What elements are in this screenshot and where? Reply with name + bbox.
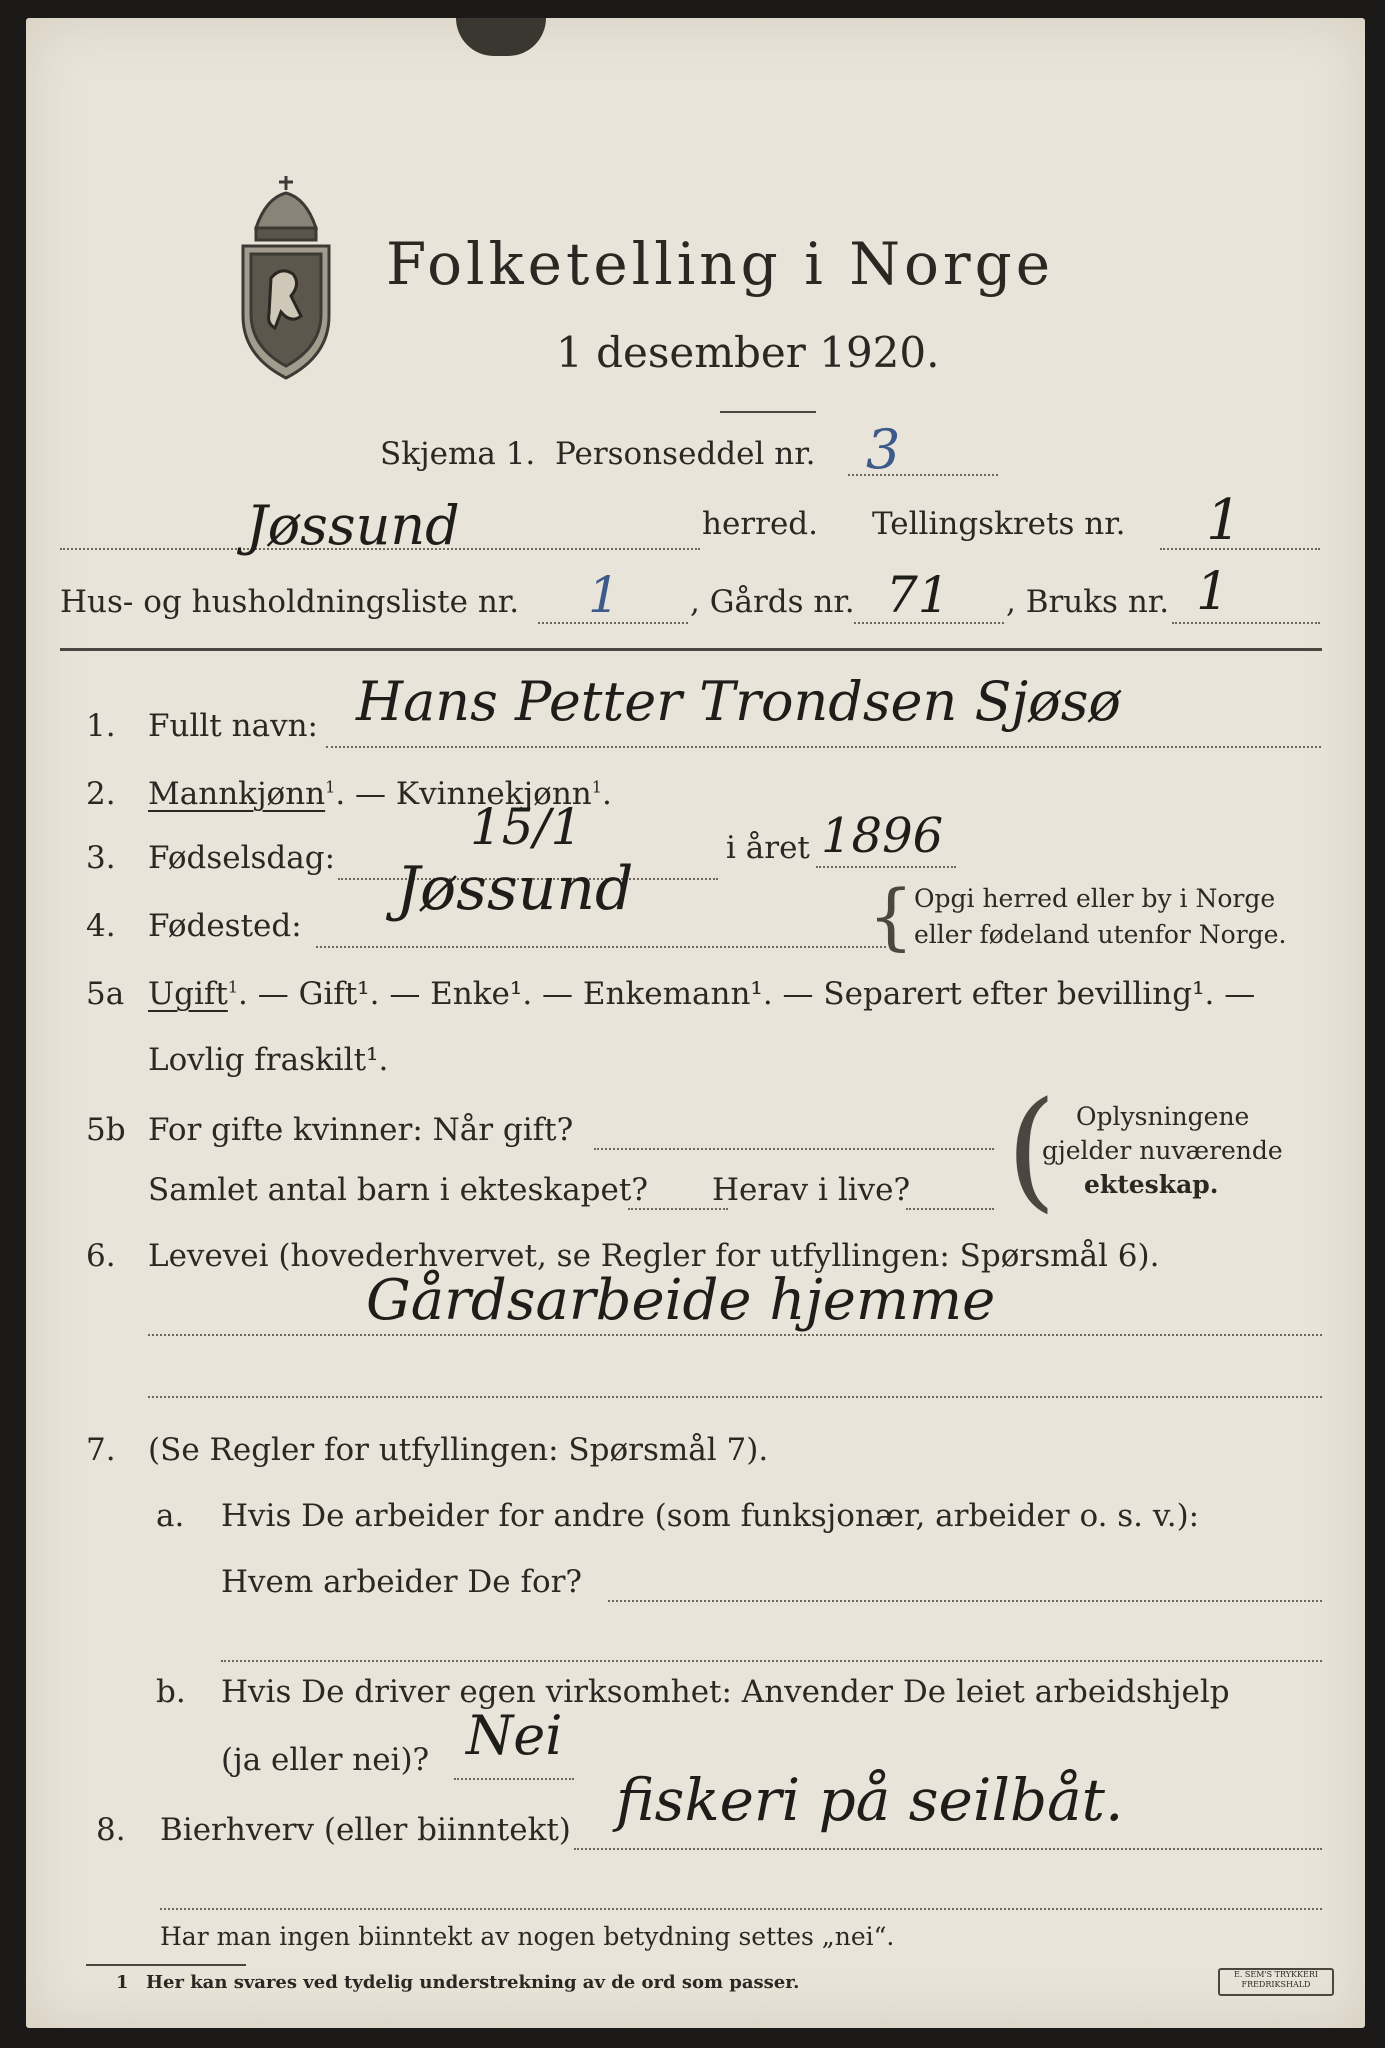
q7b-line [454,1778,574,1780]
q5b-label1: For gifte kvinner: Når gift? [148,1112,574,1148]
herred-value: Jøssund [246,494,460,557]
q7a-letter: a. [156,1498,185,1534]
form-subtitle: 1 desember 1920. [556,328,940,377]
q6-line1 [148,1334,1322,1336]
skjema-label: Skjema 1. Personseddel nr. [380,436,816,472]
printer-stamp: E. SEM'S TRYKKERI FREDRIKSHALD [1218,1968,1334,1996]
binding-tab [456,18,546,56]
husliste-label: Hus- og husholdningsliste nr. [60,584,520,620]
option-ugift: Ugift [148,976,228,1012]
q3-year-value: 1896 [821,808,944,864]
q4-number: 4. [86,908,116,944]
q6-line2 [148,1396,1322,1398]
footnote-text: Her kan svares ved tydelig understrekning av de ord som passer. [146,1972,800,1993]
q5b-alive-line [906,1208,994,1210]
herred-label: herred. [702,506,818,542]
q7a-line2 [221,1660,1322,1662]
q7a-label: Hvis De arbeider for andre (som funksjonær, arbeider o. s. v.): [221,1498,1200,1534]
q4-brace: { [868,874,914,958]
biinntekt-note: Har man ingen biinntekt av nogen betydning settes „nei“. [160,1922,895,1951]
tellingskrets-value: 1 [1206,488,1242,553]
q5b-note-line3: ekteskap. [1084,1170,1219,1199]
q6-number: 6. [86,1238,116,1274]
q5a-options: Ugift$^1$. — Gift¹. — Enke¹. — Enkemann¹. — Separert efter bevilling¹. — [148,976,1256,1012]
bruks-line [1172,622,1320,624]
q6-label: Levevei (hovederhvervet, se Regler for utfyllingen: Spørsmål 6). [148,1238,1160,1274]
q4-note-line1: Opgi herred eller by i Norge [914,884,1276,913]
q1-label: Fullt navn: [148,708,318,744]
q5b-number: 5b [86,1112,126,1148]
q7a-question: Hvem arbeider De for? [221,1564,583,1600]
q7b-value: Nei [466,1704,563,1767]
q5b-note-line2: gjelder nuværende [1042,1136,1283,1165]
q8-line2 [160,1908,1322,1910]
tellingskrets-label: Tellingskrets nr. [872,506,1126,542]
bruks-value: 1 [1196,562,1230,622]
q2-options: Mannkjønn$^1$. — Kvinnekjønn$^1$. [148,776,612,812]
personseddel-value: 3 [866,418,901,481]
q7-number: 7. [86,1432,116,1468]
q8-label: Bierhverv (eller biinntekt) [160,1812,571,1848]
gards-value: 71 [886,566,950,624]
option-mannkjonn: Mannkjønn [148,776,326,812]
q5b-label2: Samlet antal barn i ekteskapet? [148,1172,648,1208]
q1-line [326,746,1321,748]
divider [720,411,816,413]
q3-number: 3. [86,840,116,876]
q3-label: Fødselsdag: [148,840,336,876]
q4-label: Fødested: [148,908,302,944]
q5b-label3: Herav i live? [712,1172,911,1208]
q4-note-line2: eller fødeland utenfor Norge. [914,920,1287,949]
q5b-brace: ( [1006,1073,1057,1225]
q7b-letter: b. [156,1674,186,1710]
gards-label: , Gårds nr. [690,584,855,620]
q8-value: fiskeri på seilbåt. [616,1766,1124,1834]
q4-line [316,946,886,948]
q3-year-line [816,866,956,868]
footnote-mark: 1 [116,1972,129,1993]
q5b-note-line1: Oplysningene [1076,1102,1250,1131]
q7-label: (Se Regler for utfyllingen: Spørsmål 7). [148,1432,769,1468]
q3-value: 15/1 [470,798,583,856]
q7a-line1 [608,1600,1322,1602]
footnote-divider [86,1964,246,1966]
bruks-label: , Bruks nr. [1006,584,1170,620]
q5a-line2: Lovlig fraskilt¹. [148,1042,389,1078]
census-form [26,18,1365,2028]
q4-value: Jøssund [396,854,634,924]
q1-value: Hans Petter Trondsen Sjøsø [356,670,1121,733]
q6-value: Gårdsarbeide hjemme [366,1268,996,1333]
q5b-children-line [628,1208,728,1210]
q2-number: 2. [86,776,116,812]
q7b-label: Hvis De driver egen virksomhet: Anvender De leiet arbeidshjelp [221,1674,1230,1710]
husliste-value: 1 [588,566,620,624]
q8-line1 [574,1848,1322,1850]
q5a-number: 5a [86,976,125,1012]
q1-number: 1. [86,708,116,744]
form-title: Folketelling i Norge [386,230,1055,298]
section-divider [60,648,1322,651]
q7b-question: (ja eller nei)? [221,1742,430,1778]
q8-number: 8. [96,1812,126,1848]
norway-coat-of-arms-icon [231,168,341,388]
q5b-married-line [594,1148,994,1150]
q3-year-label: i året [726,830,810,866]
